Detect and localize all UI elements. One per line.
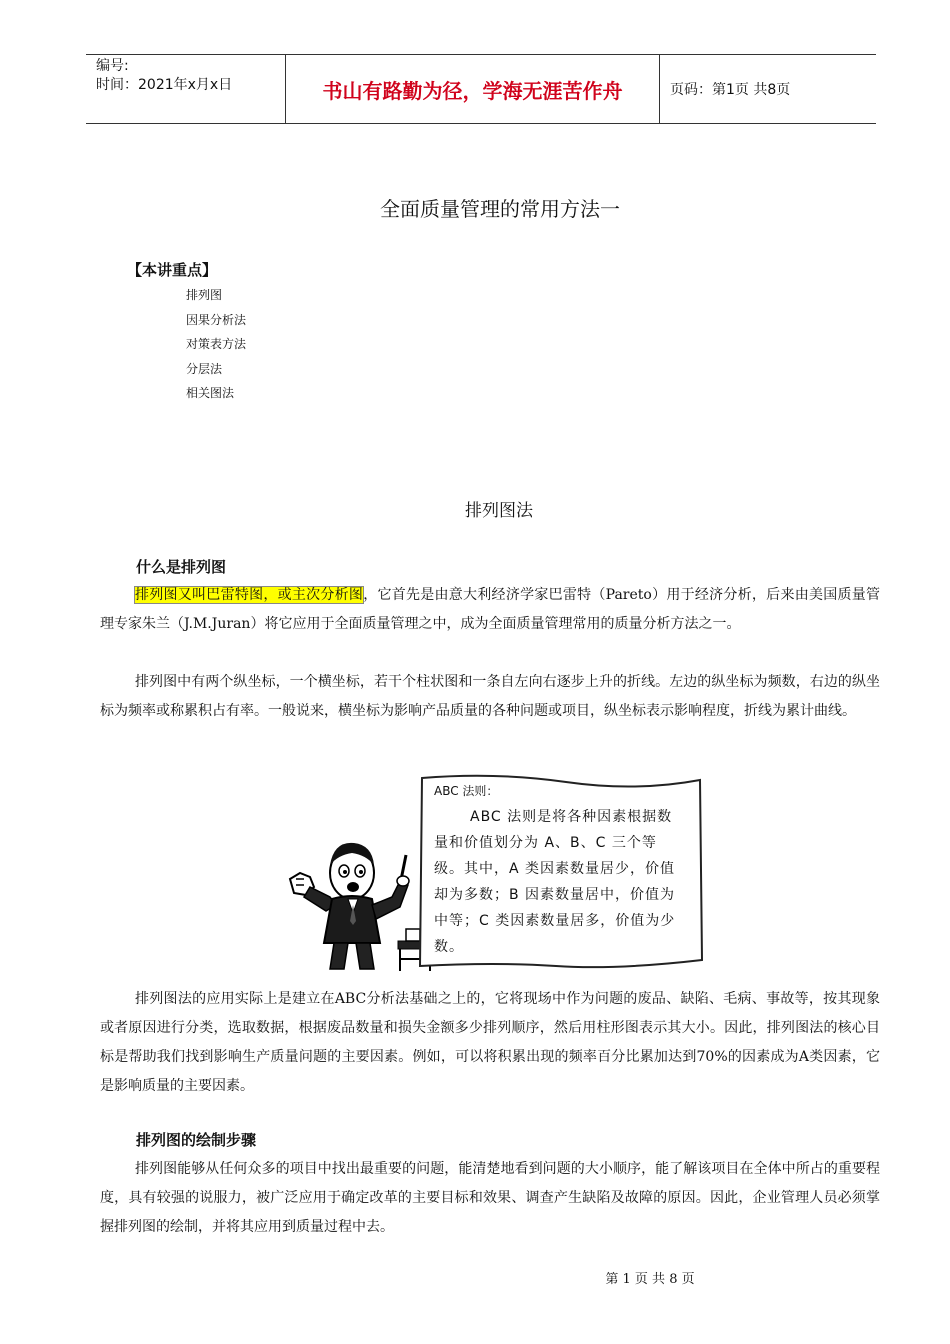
page-footer: 第 1 页 共 8 页 (605, 1272, 695, 1287)
steps-paragraph: 排列图能够从任何众多的项目中找出最重要的问题，能清楚地看到问题的大小顺序，能了解该项目在全体中所占的重要程度，具有较强的说服力，被广泛应用于确定改革的主要目标和效果、调查产生缺陷及故障的原因。因此，企业管理人员必须掌握排列图的绘制，并将其应用到质量过程中去。 (100, 1161, 880, 1235)
key-point-item: 相关图法 (186, 386, 235, 400)
steps-heading: 排列图的绘制步骤 (136, 1131, 257, 1149)
document-title: 全面质量管理的常用方法一 (380, 197, 620, 221)
number-label: 编号: (96, 58, 129, 74)
header-page-label: 页码：第1页 共8页 (670, 82, 791, 98)
page-header (86, 54, 876, 124)
what-is-paragraph-1 (100, 581, 880, 639)
highlighted-definition: 排列图又叫巴雷特图，或主次分析图 (135, 587, 364, 603)
notice-body: ABC 法则是将各种因素根据数量和价值划分为 A、B、C 三个等级。其中，A 类因素数量居少，价值却为多数；B 因素数量居中，价值为中等；C 类因素数量居多，价值为少数。 (434, 809, 676, 955)
abc-rule-notice-board (416, 770, 696, 970)
section-title: 排列图法 (465, 501, 533, 521)
key-point-item: 对策表方法 (186, 337, 247, 351)
key-point-item: 分层法 (186, 361, 223, 376)
key-points-list (186, 285, 246, 408)
time-label: 时间：2021年x月x日 (96, 77, 233, 93)
key-points-heading: 【本讲重点】 (127, 261, 218, 279)
key-point-item: 因果分析法 (186, 312, 247, 327)
paragraph-text: ，它首先是由意大利经济学家巴雷特（Pareto）用于经济分析，后来由美国质量管理专家朱兰（J.M.Juran）将它应用于全面质量管理之中，成为全面质量管理常用的质量分析方法之一。 (100, 587, 881, 632)
what-is-heading: 什么是排列图 (136, 558, 227, 576)
header-meta (86, 55, 286, 123)
header-motto: 书山有路勤为径，学海无涯苦作舟 (286, 55, 660, 123)
notice-title: ABC 法则： (434, 784, 499, 798)
what-is-paragraph-2: 排列图中有两个纵坐标，一个横坐标，若干个柱状图和一条自左向右逐步上升的折线。左边的纵坐标为频数，右边的纵坐标为频率或称累积占有率。一般说来，横坐标为影响产品质量的各种问题或项目，纵坐标表示影响程度，折线为累计曲线。 (100, 674, 880, 719)
abc-application-paragraph: 排列图法的应用实际上是建立在ABC分析法基础之上的，它将现场中作为问题的废品、缺陷、毛病、事故等，按其现象或者原因进行分类，选取数据，根据废品数量和损失金额多少排列顺序，然后用柱形图表示其大小。因此，排列图法的核心目标是帮助我们找到影响生产质量问题的主要因素。例如，可以将积累出现的频率百分比累加达到70%的因素成为A类因素，它是影响质量的主要因素。 (100, 991, 880, 1094)
key-point-item: 排列图 (186, 288, 223, 302)
